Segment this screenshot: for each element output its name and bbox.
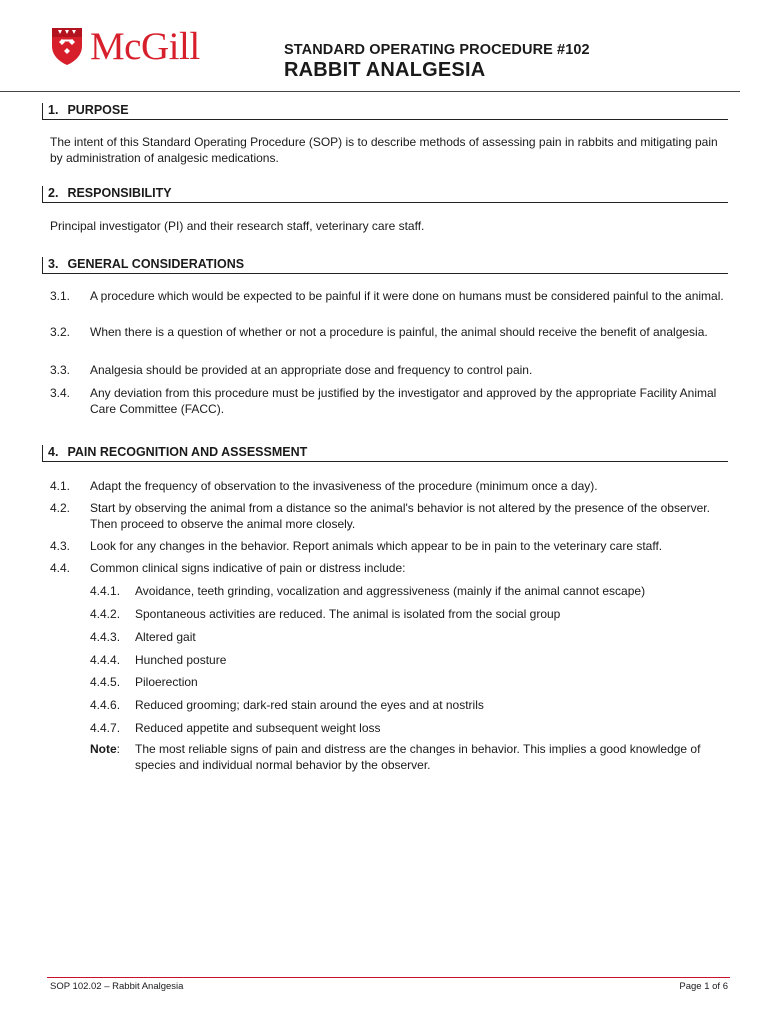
section-number: 4. <box>48 445 59 459</box>
sub-item-text: Altered gait <box>135 630 196 644</box>
sub-list-item <box>90 698 730 714</box>
sub-item-number: 4.4.1. <box>90 584 121 598</box>
sub-list-item <box>90 675 730 691</box>
mcgill-crest-icon <box>50 26 84 66</box>
note-block <box>90 742 730 773</box>
sub-item-number: 4.4.6. <box>90 698 121 712</box>
item-text: Any deviation from this procedure must be justified by the investigator and approved by the appropriate Facility Animal Care Committee (FACC). <box>90 386 717 416</box>
document-title: RABBIT ANALGESIA <box>284 59 486 81</box>
section-number: 2. <box>48 186 59 200</box>
list-item <box>50 561 730 577</box>
item-number: 3.2. <box>50 325 71 339</box>
note-text: The most reliable signs of pain and distress are the changes in behavior. This implies a good knowledge of species and individual normal behavior by the observer. <box>135 742 701 772</box>
section-number: 3. <box>48 257 59 271</box>
sub-list-item <box>90 721 730 737</box>
section-title: PAIN RECOGNITION AND ASSESSMENT <box>67 445 308 459</box>
sub-list-item <box>90 630 730 646</box>
list-item <box>50 325 730 341</box>
section-heading-purpose <box>42 103 728 120</box>
list-item <box>50 363 730 379</box>
item-text: Analgesia should be provided at an appropriate dose and frequency to control pain. <box>90 363 533 377</box>
section-title: PURPOSE <box>67 103 129 117</box>
item-number: 3.1. <box>50 289 71 303</box>
footer-divider <box>47 977 730 978</box>
section-title: RESPONSIBILITY <box>67 186 172 200</box>
note-label: Note: <box>90 742 121 756</box>
section-heading-responsibility <box>42 186 728 203</box>
sub-item-text: Reduced appetite and subsequent weight loss <box>135 721 381 735</box>
sub-item-number: 4.4.4. <box>90 653 121 667</box>
sub-list-item <box>90 653 730 669</box>
list-item <box>50 289 730 305</box>
item-number: 4.3. <box>50 539 71 553</box>
mcgill-logo <box>50 26 200 66</box>
section-heading-general-considerations <box>42 257 728 274</box>
sub-item-number: 4.4.5. <box>90 675 121 689</box>
sub-item-text: Reduced grooming; dark-red stain around the eyes and at nostrils <box>135 698 484 712</box>
purpose-text: The intent of this Standard Operating Procedure (SOP) is to describe methods of assessing pain in rabbits and mitigating pain by administration of analgesic medications. <box>50 135 718 165</box>
list-item <box>50 539 730 555</box>
sub-item-text: Hunched posture <box>135 653 227 667</box>
item-number: 3.3. <box>50 363 71 377</box>
sub-item-number: 4.4.7. <box>90 721 121 735</box>
item-text: A procedure which would be expected to be painful if it were done on humans must be considered painful to the animal. <box>90 289 724 303</box>
sub-list-item <box>90 607 730 623</box>
item-number: 4.1. <box>50 479 71 493</box>
sub-item-text: Avoidance, teeth grinding, vocalization and aggressiveness (mainly if the animal cannot escape) <box>135 584 646 598</box>
footer-document-id: SOP 102.02 – Rabbit Analgesia <box>50 981 184 992</box>
item-number: 3.4. <box>50 386 71 400</box>
sub-list-item <box>90 584 730 600</box>
item-text: When there is a question of whether or not a procedure is painful, the animal should receive the benefit of analgesia. <box>90 325 708 339</box>
item-text: Start by observing the animal from a distance so the animal's behavior is not altered by the presence of the observer. Then proceed to observe the animal more closely. <box>90 501 710 531</box>
list-item <box>50 479 730 495</box>
section-heading-pain-recognition <box>42 445 728 462</box>
item-number: 4.4. <box>50 561 71 575</box>
document-subtitle: STANDARD OPERATING PROCEDURE #102 <box>284 42 590 58</box>
list-item <box>50 386 730 417</box>
responsibility-text: Principal investigator (PI) and their research staff, veterinary care staff. <box>50 219 425 233</box>
logo-wordmark: McGill <box>90 24 200 68</box>
item-number: 4.2. <box>50 501 71 515</box>
section-number: 1. <box>48 103 59 117</box>
item-text: Adapt the frequency of observation to the invasiveness of the procedure (minimum once a day). <box>90 479 598 493</box>
footer-page-number: Page 1 of 6 <box>679 981 728 992</box>
section-title: GENERAL CONSIDERATIONS <box>67 257 245 271</box>
sub-item-text: Piloerection <box>135 675 198 689</box>
list-item <box>50 501 730 532</box>
sub-item-text: Spontaneous activities are reduced. The animal is isolated from the social group <box>135 607 561 621</box>
sub-item-number: 4.4.2. <box>90 607 121 621</box>
header-divider <box>0 91 740 92</box>
item-text: Common clinical signs indicative of pain or distress include: <box>90 561 406 575</box>
item-text: Look for any changes in the behavior. Report animals which appear to be in pain to the veterinary care staff. <box>90 539 663 553</box>
sub-item-number: 4.4.3. <box>90 630 121 644</box>
